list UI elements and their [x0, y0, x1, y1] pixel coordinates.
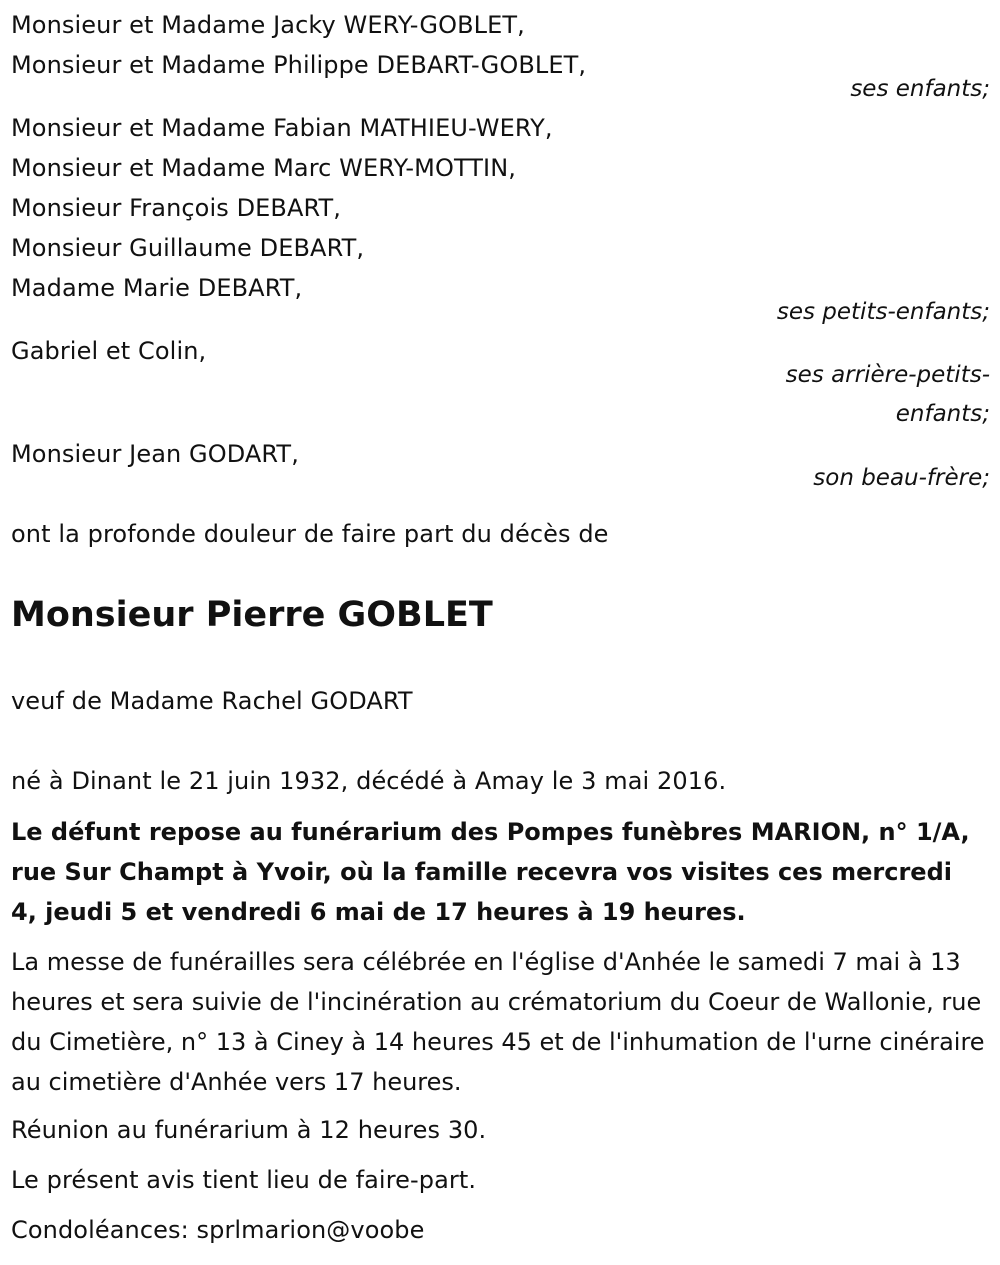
- family-line: Monsieur et Madame Marc WERY-MOTTIN,: [11, 154, 517, 182]
- family-line: Monsieur et Madame Fabian MATHIEU-WERY,: [11, 114, 553, 142]
- visitation-paragraph: Le défunt repose au funérarium des Pompes funèbres MARION, n° 1/A, rue Sur Champt à Yvoir, où la famille recevra vos visites ces mercredi 4, jeudi 5 et vendredi 6 mai de 17 heures à 19 heures.: [11, 818, 970, 926]
- announcement-intro: ont la profonde douleur de faire part du décès de: [11, 520, 609, 548]
- widower-line: veuf de Madame Rachel GODART: [11, 687, 413, 715]
- relationship-label: ses petits-enfants;: [776, 299, 990, 325]
- relationship-label: ses arrière-petits-: [785, 362, 990, 388]
- family-line: Gabriel et Colin,: [11, 337, 207, 365]
- funeral-paragraph: La messe de funérailles sera célébrée en l'église d'Anhée le samedi 7 mai à 13 heures et sera suivie de l'incinération au crématorium du Coeur de Wallonie, rue du Cimetière, n° 13 à Ciney à 14 heures 45 et de l'inhumation de l'urne cinéraire au cimetière d'Anhée vers 17 heures.: [11, 948, 985, 1096]
- condolences-line: Condoléances: sprlmarion@voobe: [11, 1216, 425, 1244]
- family-line: Monsieur François DEBART,: [11, 194, 342, 222]
- relationship-label: ses enfants;: [850, 76, 990, 102]
- meeting-line: Réunion au funérarium à 12 heures 30.: [11, 1116, 487, 1144]
- family-line: Monsieur Jean GODART,: [11, 440, 299, 468]
- birth-death-line: né à Dinant le 21 juin 1932, décédé à Amay le 3 mai 2016.: [11, 767, 727, 795]
- deceased-name: Monsieur Pierre GOBLET: [11, 595, 493, 635]
- family-line: Monsieur Guillaume DEBART,: [11, 234, 365, 262]
- relationship-label: son beau-frère;: [813, 465, 990, 491]
- relationship-label: enfants;: [895, 401, 990, 427]
- family-line: Monsieur et Madame Jacky WERY-GOBLET,: [11, 11, 525, 39]
- family-line: Monsieur et Madame Philippe DEBART-GOBLET,: [11, 51, 587, 79]
- notice-line: Le présent avis tient lieu de faire-part.: [11, 1166, 477, 1194]
- family-line: Madame Marie DEBART,: [11, 274, 303, 302]
